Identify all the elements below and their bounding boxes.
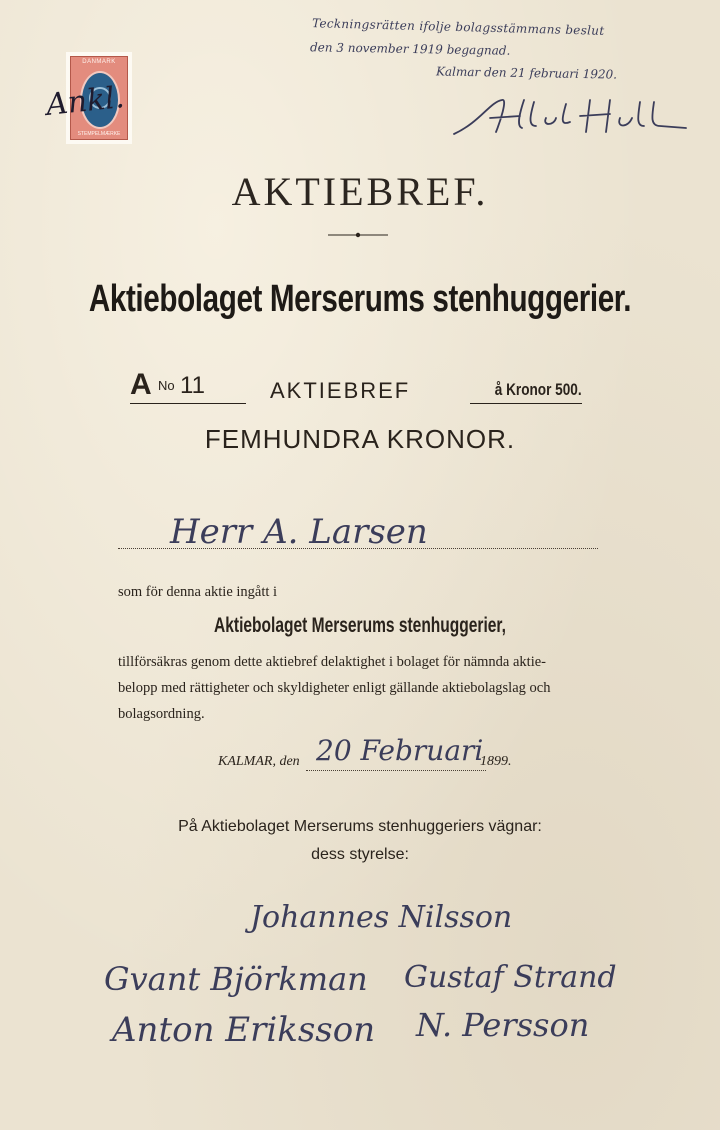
number-value: 11 <box>180 372 205 399</box>
issue-date: 20 Februari <box>316 734 484 767</box>
number-sign: No <box>158 378 175 393</box>
stamp-top-text: DANMARK <box>82 59 116 65</box>
holder-name: Herr A. Larsen <box>170 512 428 552</box>
ornament-divider <box>328 232 388 238</box>
company-title: Aktiebolaget Merserums stenhuggerier. <box>88 278 632 320</box>
stamp-bottom-text: STEMPELMÆRKE <box>77 131 121 137</box>
number-prefix: A <box>130 368 152 401</box>
body-line-3: belopp med rättigheter och skyldigheter enligt gällande aktiebolagslag och <box>118 680 551 696</box>
behalf-line-2: dess styrelse: <box>311 846 409 863</box>
body-line-1: som för denna aktie ingått i <box>118 584 278 600</box>
body-line-4: bolagsordning. <box>118 706 205 722</box>
document-title: AKTIEBREF. <box>231 169 489 214</box>
denomination-text: å Kronor 500. <box>495 380 582 399</box>
signature-4: Anton Eriksson <box>112 1010 376 1050</box>
certificate-label: AKTIEBREF <box>270 378 411 403</box>
stamp-cancellation: Ankl. <box>44 80 126 123</box>
annotation-line-3: Kalmar den 21 februari 1920. <box>435 64 618 82</box>
signature-3: Gustaf Strand <box>404 960 617 995</box>
issue-place: KALMAR, den <box>218 754 300 769</box>
annotation-signature <box>450 92 690 140</box>
behalf-line-1: På Aktiebolaget Merserums stenhuggeriers vägnar: <box>178 818 542 835</box>
issue-year: 1899. <box>480 754 512 769</box>
body-company-name: Aktiebolaget Merserums stenhuggerier, <box>214 614 506 637</box>
certificate-number <box>130 370 246 404</box>
body-line-2: tillförsäkras genom dette aktiebref delaktighet i bolaget för nämnda aktie- <box>118 654 546 670</box>
amount-in-words: FEMHUNDRA KRONOR. <box>204 424 516 454</box>
annotation-line-1: Teckningsrätten ifolje bolagsstämmans beslut <box>311 16 605 38</box>
signature-2: Gvant Björkman <box>104 960 368 998</box>
annotation-line-2: den 3 november 1919 begagnad. <box>309 40 511 58</box>
signature-5: N. Persson <box>416 1006 590 1044</box>
denomination <box>470 372 582 404</box>
signature-1: Johannes Nilsson <box>250 900 513 935</box>
date-line <box>306 770 486 771</box>
